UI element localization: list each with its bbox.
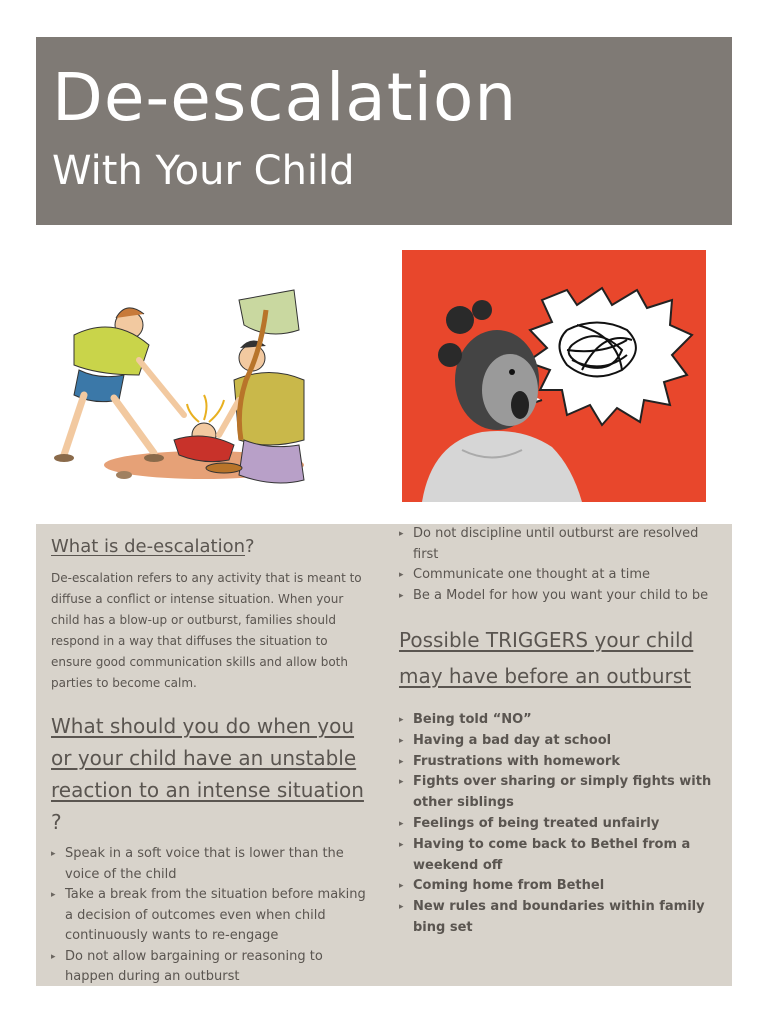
list-item: ▸ Having to come back to Bethel from a weekend off xyxy=(399,835,724,877)
list-item: ▸ Speak in a soft voice that is lower than the voice of the child xyxy=(51,844,371,885)
list-item: ▸ Take a break from the situation before making a decision of outcomes even when child continuously wants to re-engage xyxy=(51,885,371,947)
triggers-list xyxy=(399,710,724,939)
section1-heading-suffix: ? xyxy=(245,536,255,557)
section1-body: De-escalation refers to any activity that is meant to diffuse a conflict or intense situation. When your child has a blow-up or outburst, families should respond in a way that diffuses the situation to ensure good communication skills and allow both parties to become calm. xyxy=(51,571,362,690)
list-item: ▸ Do not discipline until outburst are resolved first xyxy=(399,524,724,565)
section2-heading-suffix: ? xyxy=(51,810,62,834)
list-item: ▸ Communicate one thought at a time xyxy=(399,565,724,586)
page-subtitle: With Your Child xyxy=(52,148,355,194)
list-item: ▸ Do not allow bargaining or reasoning to happen during an outburst xyxy=(51,947,371,988)
section2-heading xyxy=(51,710,371,838)
screaming-child-photo xyxy=(402,250,706,502)
section1-heading xyxy=(51,534,371,560)
list-item: ▸ Frustrations with homework xyxy=(399,752,724,773)
right-column xyxy=(399,524,724,939)
page-title: De-escalation xyxy=(52,59,518,136)
section2-list xyxy=(51,844,371,988)
left-column xyxy=(51,524,371,988)
title-banner xyxy=(36,37,732,225)
list-item: ▸ Be a Model for how you want your child to be xyxy=(399,586,724,607)
section2-continued-list xyxy=(399,524,724,606)
list-item: ▸ Coming home from Bethel xyxy=(399,876,724,897)
screaming-child-illustration xyxy=(402,250,706,502)
content-panel xyxy=(36,524,732,986)
list-item: ▸ Being told “NO” xyxy=(399,710,724,731)
section2-heading-text: What should you do when you or your child have an unstable reaction to an intense situation xyxy=(51,714,364,802)
list-item: ▸ Feelings of being treated unfairly xyxy=(399,814,724,835)
family-tug-of-war-illustration xyxy=(54,240,312,505)
section1-heading-text: What is de-escalation xyxy=(51,536,246,557)
list-item: ▸ Having a bad day at school xyxy=(399,731,724,752)
list-item: ▸ Fights over sharing or simply fights with other siblings xyxy=(399,772,724,814)
list-item: ▸ New rules and boundaries within family bing set xyxy=(399,897,724,939)
section3-heading: Possible TRIGGERS your child may have before an outburst xyxy=(399,628,694,688)
